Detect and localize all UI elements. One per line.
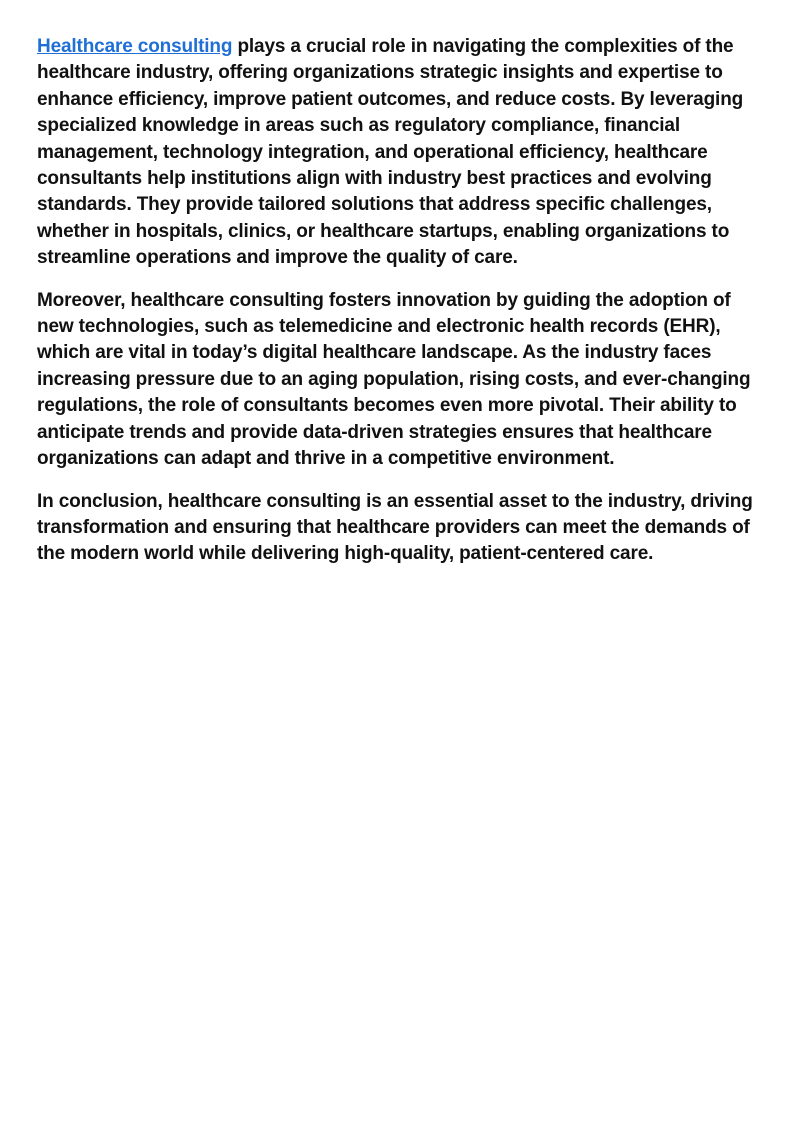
paragraph-intro-text: plays a crucial role in navigating the complexities of the healthcare industry, offering organizations strategic insights and expertise to enhance efficiency, improve patient outcomes, and reduce costs. By leveraging specialized knowledge in areas such as regulatory compliance, financial management, technology integration, and operational efficiency, healthcare consultants help institutions align with industry best practices and evolving standards. They provide tailored solutions that address specific challenges, whether in hospitals, clinics, or healthcare startups, enabling organizations to streamline operations and improve the quality of care.	[37, 36, 744, 269]
paragraph-conclusion: In conclusion, healthcare consulting is an essential asset to the industry, driving transformation and ensuring that healthcare providers can meet the demands of the modern world while delivering high-quality, patient-centered care.	[37, 490, 753, 565]
healthcare-consulting-link[interactable]: Healthcare consulting	[37, 36, 233, 57]
paragraph-innovation: Moreover, healthcare consulting fosters innovation by guiding the adoption of new technologies, such as telemedicine and electronic health records (EHR), which are vital in today’s digital healthcare landscape. As the industry faces increasing pressure due to an aging population, rising costs, and ever-changing regulations, the role of consultants becomes even more pivotal. Their ability to anticipate trends and provide data-driven strategies ensures that healthcare organizations can adapt and thrive in a competitive environment.	[37, 289, 751, 470]
paragraph-intro	[37, 34, 759, 272]
document-body	[37, 34, 759, 584]
